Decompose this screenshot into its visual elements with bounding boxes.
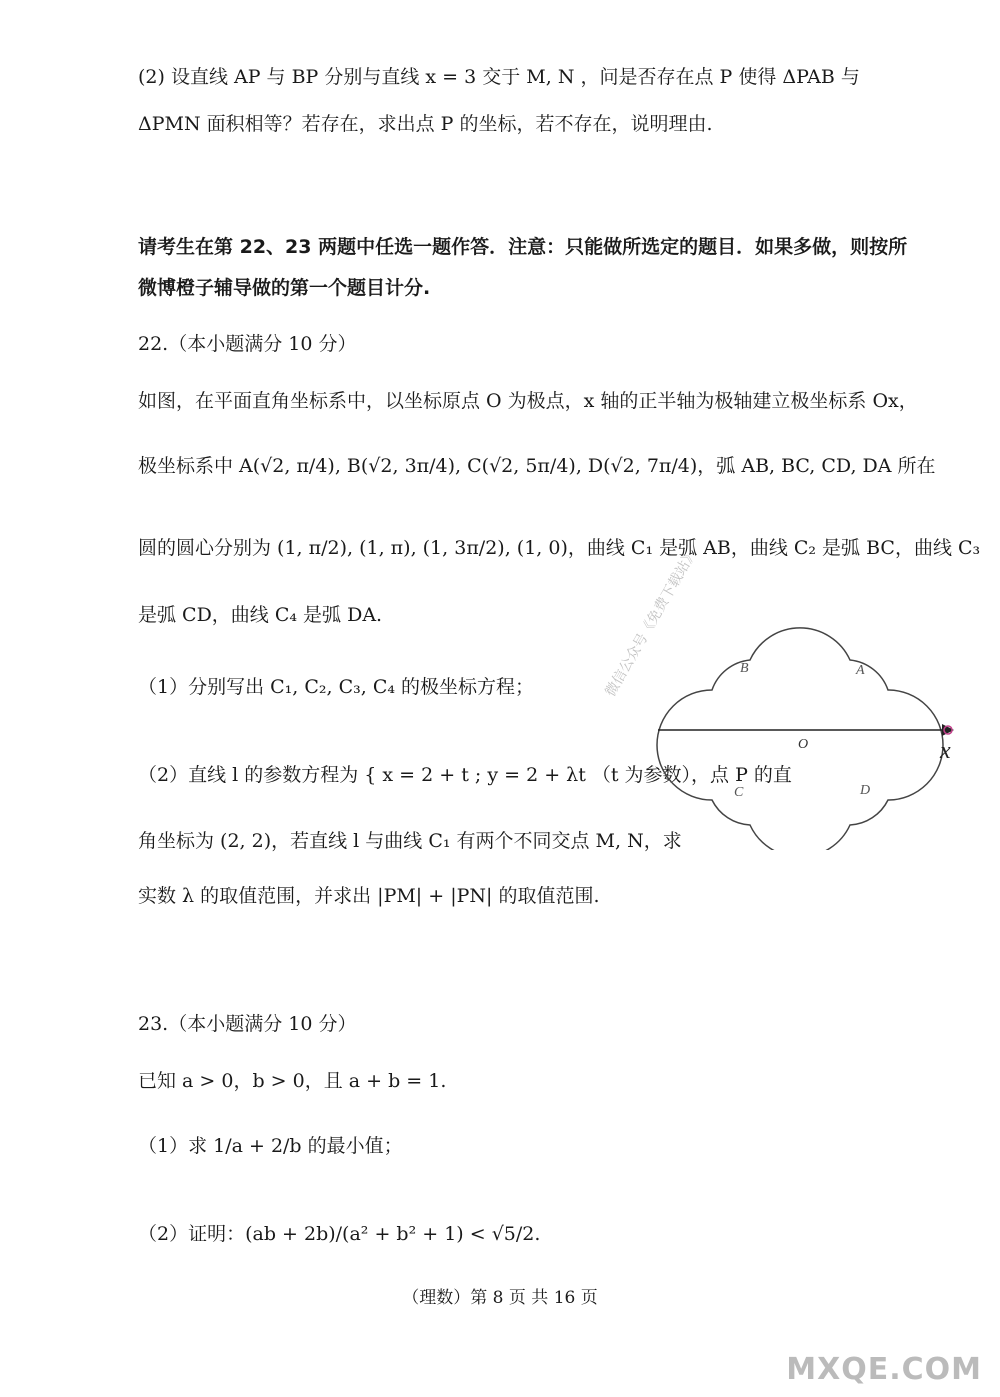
polar-clover-figure [650, 620, 980, 850]
q23-header: 23.（本小题满分 10 分） [138, 1013, 357, 1035]
q22-line3: 圆的圆心分别为 (1, π/2), (1, π), (1, 3π/2), (1, 0)，曲线 C₁ 是弧 AB，曲线 C₂ 是弧 BC，曲线 C₃ [138, 537, 981, 559]
q22-header: 22.（本小题满分 10 分） [138, 333, 357, 355]
label-D: D [860, 783, 871, 798]
q22-part2-a: （2）直线 l 的参数方程为 { x = 2 + t ; y = 2 + λt （t 为参数），点 P 的直 [138, 764, 792, 786]
label-O: O [798, 737, 809, 752]
q22-line2: 极坐标系中 A(√2, π/4), B(√2, 3π/4), C(√2, 5π/4), D(√2, 7π/4)，弧 AB, BC, CD, DA 所在 [138, 455, 936, 477]
q22-line1: 如图，在平面直角坐标系中，以坐标原点 O 为极点，x 轴的正半轴为极轴建立极坐标系 Ox， [138, 390, 918, 412]
label-A: A [856, 663, 865, 678]
q21-part2-line2: ΔPMN 面积相等？若存在，求出点 P 的坐标，若不存在，说明理由. [138, 113, 713, 135]
q23-part1: （1）求 1/a + 2/b 的最小值； [138, 1135, 403, 1157]
q22-part2-c: 实数 λ 的取值范围，并求出 |PM| + |PN| 的取值范围. [138, 885, 600, 907]
notice-line1: 请考生在第 22、23 两题中任选一题作答．注意：只能做所选定的题目．如果多做，则按所 [138, 236, 908, 258]
label-C: C [734, 785, 744, 800]
label-B: B [740, 661, 749, 676]
site-watermark: MXQE.COM [786, 1352, 982, 1387]
notice-line2: 微博橙子辅导做的第一个题目计分. [138, 277, 431, 299]
page-footer: （理数）第 8 页 共 16 页 [402, 1288, 598, 1308]
q23-line1: 已知 a > 0，b > 0，且 a + b = 1. [138, 1070, 447, 1092]
q22-part1: （1）分别写出 C₁, C₂, C₃, C₄ 的极坐标方程； [138, 676, 535, 698]
q22-line4: 是弧 CD，曲线 C₄ 是弧 DA. [138, 604, 383, 626]
q22-part2-b: 角坐标为 (2, 2)，若直线 l 与曲线 C₁ 有两个不同交点 M, N，求 [138, 830, 682, 852]
q21-part2-line1: (2) 设直线 AP 与 BP 分别与直线 x = 3 交于 M, N ，问是否存在点 P 使得 ΔPAB 与 [138, 66, 860, 88]
q23-part2: （2）证明：(ab + 2b)/(a² + b² + 1) < √5/2. [138, 1223, 541, 1245]
figure-watermark: 微信公众号《免费下载站》 [602, 546, 701, 700]
label-x: x [940, 738, 951, 764]
